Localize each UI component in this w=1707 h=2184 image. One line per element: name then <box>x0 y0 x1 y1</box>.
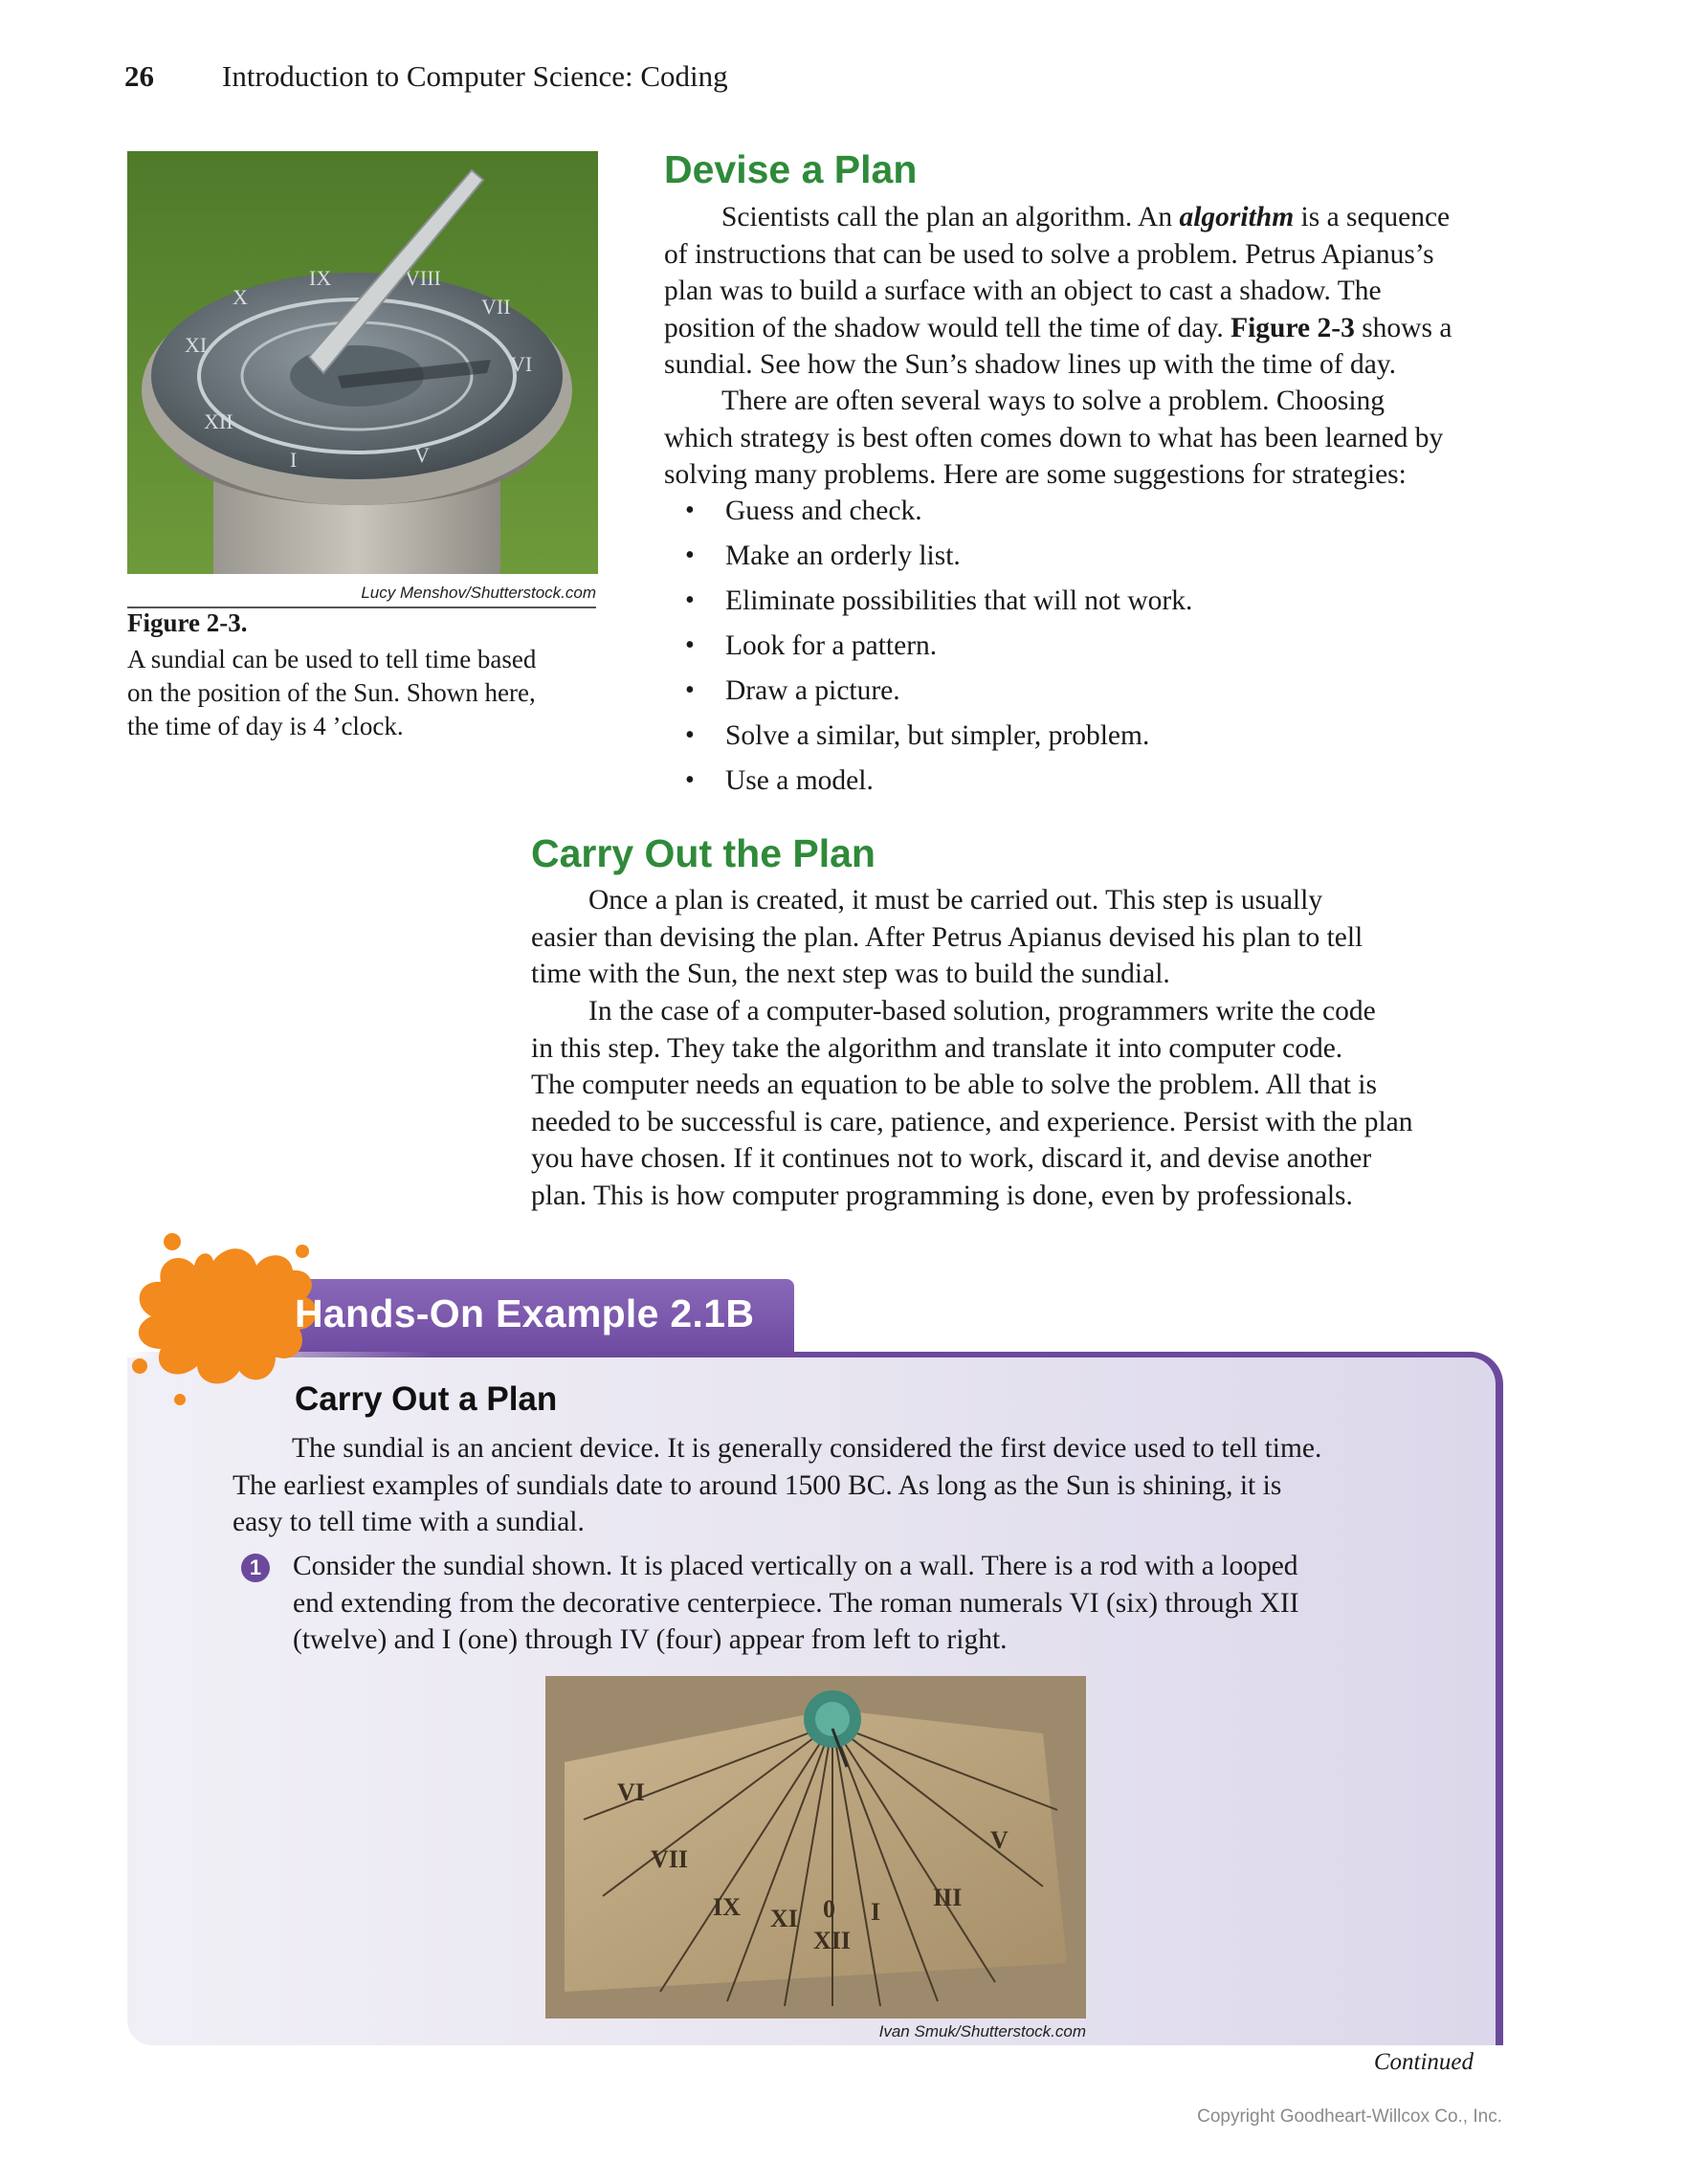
caption-line: on the position of the Sun. Shown here, <box>127 678 536 707</box>
copyright-notice: Copyright Goodheart-Willcox Co., Inc. <box>1197 2107 1502 2127</box>
svg-text:I: I <box>290 448 298 472</box>
svg-text:IX: IX <box>309 266 332 290</box>
heading-carry-out-plan: Carry Out the Plan <box>531 831 876 875</box>
paragraph-carry-out: Once a plan is created, it must be carried out. This step is usually easier than devising the plan. After Petrus Apianus devised his plan to tell time with the Sun, the next step was to build the sundial. <box>531 885 1363 989</box>
term-algorithm: algorithm <box>1179 202 1295 232</box>
figure-label: Figure 2-3. <box>127 608 248 637</box>
running-title: Introduction to Computer Science: Coding <box>222 59 728 93</box>
svg-text:VII: VII <box>481 295 511 319</box>
svg-text:VI: VI <box>617 1778 645 1806</box>
step-number-badge: 1 <box>241 1554 270 1582</box>
heading-devise-plan: Devise a Plan <box>664 147 918 191</box>
list-item: • Make an orderly list. <box>668 537 1192 582</box>
hands-on-title: Hands-On Example 2.1B <box>295 1291 755 1335</box>
paint-splat-icon <box>122 1223 323 1414</box>
paragraph-algorithm: Scientists call the plan an algorithm. An algorithm is a sequence of instructions that can be used to solve a problem. Petrus Apianus’s plan was to build a surface with an object to cast a shadow. The position of the shadow would tell the time of day. Figure 2-3 shows a sundial. See how the Sun’s shadow lines up with the time of day. <box>664 202 1452 380</box>
svg-text:V: V <box>990 1826 1009 1854</box>
hands-on-intro: The sundial is an ancient device. It is generally considered the first device used to tell time. The earliest examples of sundials date to around 1500 BC. As long as the Sun is shining, it is easy to tell time with a sundial. <box>233 1433 1322 1537</box>
page-number: 26 <box>124 59 154 93</box>
svg-text:VII: VII <box>651 1845 689 1873</box>
svg-text:VI: VI <box>510 352 533 376</box>
svg-text:XII: XII <box>813 1927 852 1954</box>
figure-reference: Figure 2-3 <box>1230 312 1355 343</box>
wall-sundial-illustration <box>545 1676 1086 2019</box>
svg-text:III: III <box>933 1884 963 1911</box>
step-1-text: Consider the sundial shown. It is placed vertically on a wall. There is a rod with a looped end extending from the decorative centerpiece. The roman numerals VI (six) through XII (twelve) and I (one) through IV (four) appear from left to right. <box>293 1551 1299 1655</box>
svg-text:V: V <box>414 443 430 467</box>
paragraph-strategies-intro: There are often several ways to solve a problem. Choosing which strategy is best often comes down to what has been learned by solving many problems. Here are some suggestions for strategies: <box>664 386 1444 490</box>
caption-line: A sundial can be used to tell time based <box>127 645 537 673</box>
svg-text:XI: XI <box>185 333 208 357</box>
wall-photo-credit: Ivan Smuk/Shutterstock.com <box>878 2022 1086 2041</box>
hands-on-subheading: Carry Out a Plan <box>295 1380 558 1418</box>
caption-line: the time of day is 4 ’clock. <box>127 712 404 740</box>
paragraph-programming: In the case of a computer-based solution, programmers write the code in this step. They take the algorithm and translate it into computer code. The computer needs an equation to be able to solve the problem. All that is needed to be successful is care, patience, and experience. Persist with the plan you have chosen. If it continues not to work, discard it, and devise another plan. This is how computer programming is done, even by professionals. <box>531 996 1413 1211</box>
list-item: • Eliminate possibilities that will not work. <box>668 582 1192 627</box>
svg-text:X: X <box>233 285 248 309</box>
svg-text:VIII: VIII <box>405 266 441 290</box>
svg-text:0: 0 <box>823 1895 835 1923</box>
figure-caption <box>127 643 596 743</box>
svg-text:XII: XII <box>204 409 233 433</box>
svg-text:XI: XI <box>770 1905 798 1932</box>
strategy-list <box>668 492 1192 806</box>
list-item: • Solve a similar, but simpler, problem. <box>668 717 1192 761</box>
list-item: • Use a model. <box>668 761 1192 806</box>
list-item: • Guess and check. <box>668 492 1192 537</box>
figure-credit: Lucy Menshov/Shutterstock.com <box>127 584 596 608</box>
svg-text:I: I <box>871 1898 881 1926</box>
sundial-photo <box>127 151 598 574</box>
continued-label: Continued <box>1373 2049 1474 2075</box>
sundial-illustration <box>127 151 598 574</box>
wall-sundial-photo <box>545 1676 1086 2019</box>
list-item: • Look for a pattern. <box>668 627 1192 672</box>
list-item: • Draw a picture. <box>668 672 1192 717</box>
svg-text:IX: IX <box>713 1893 741 1921</box>
